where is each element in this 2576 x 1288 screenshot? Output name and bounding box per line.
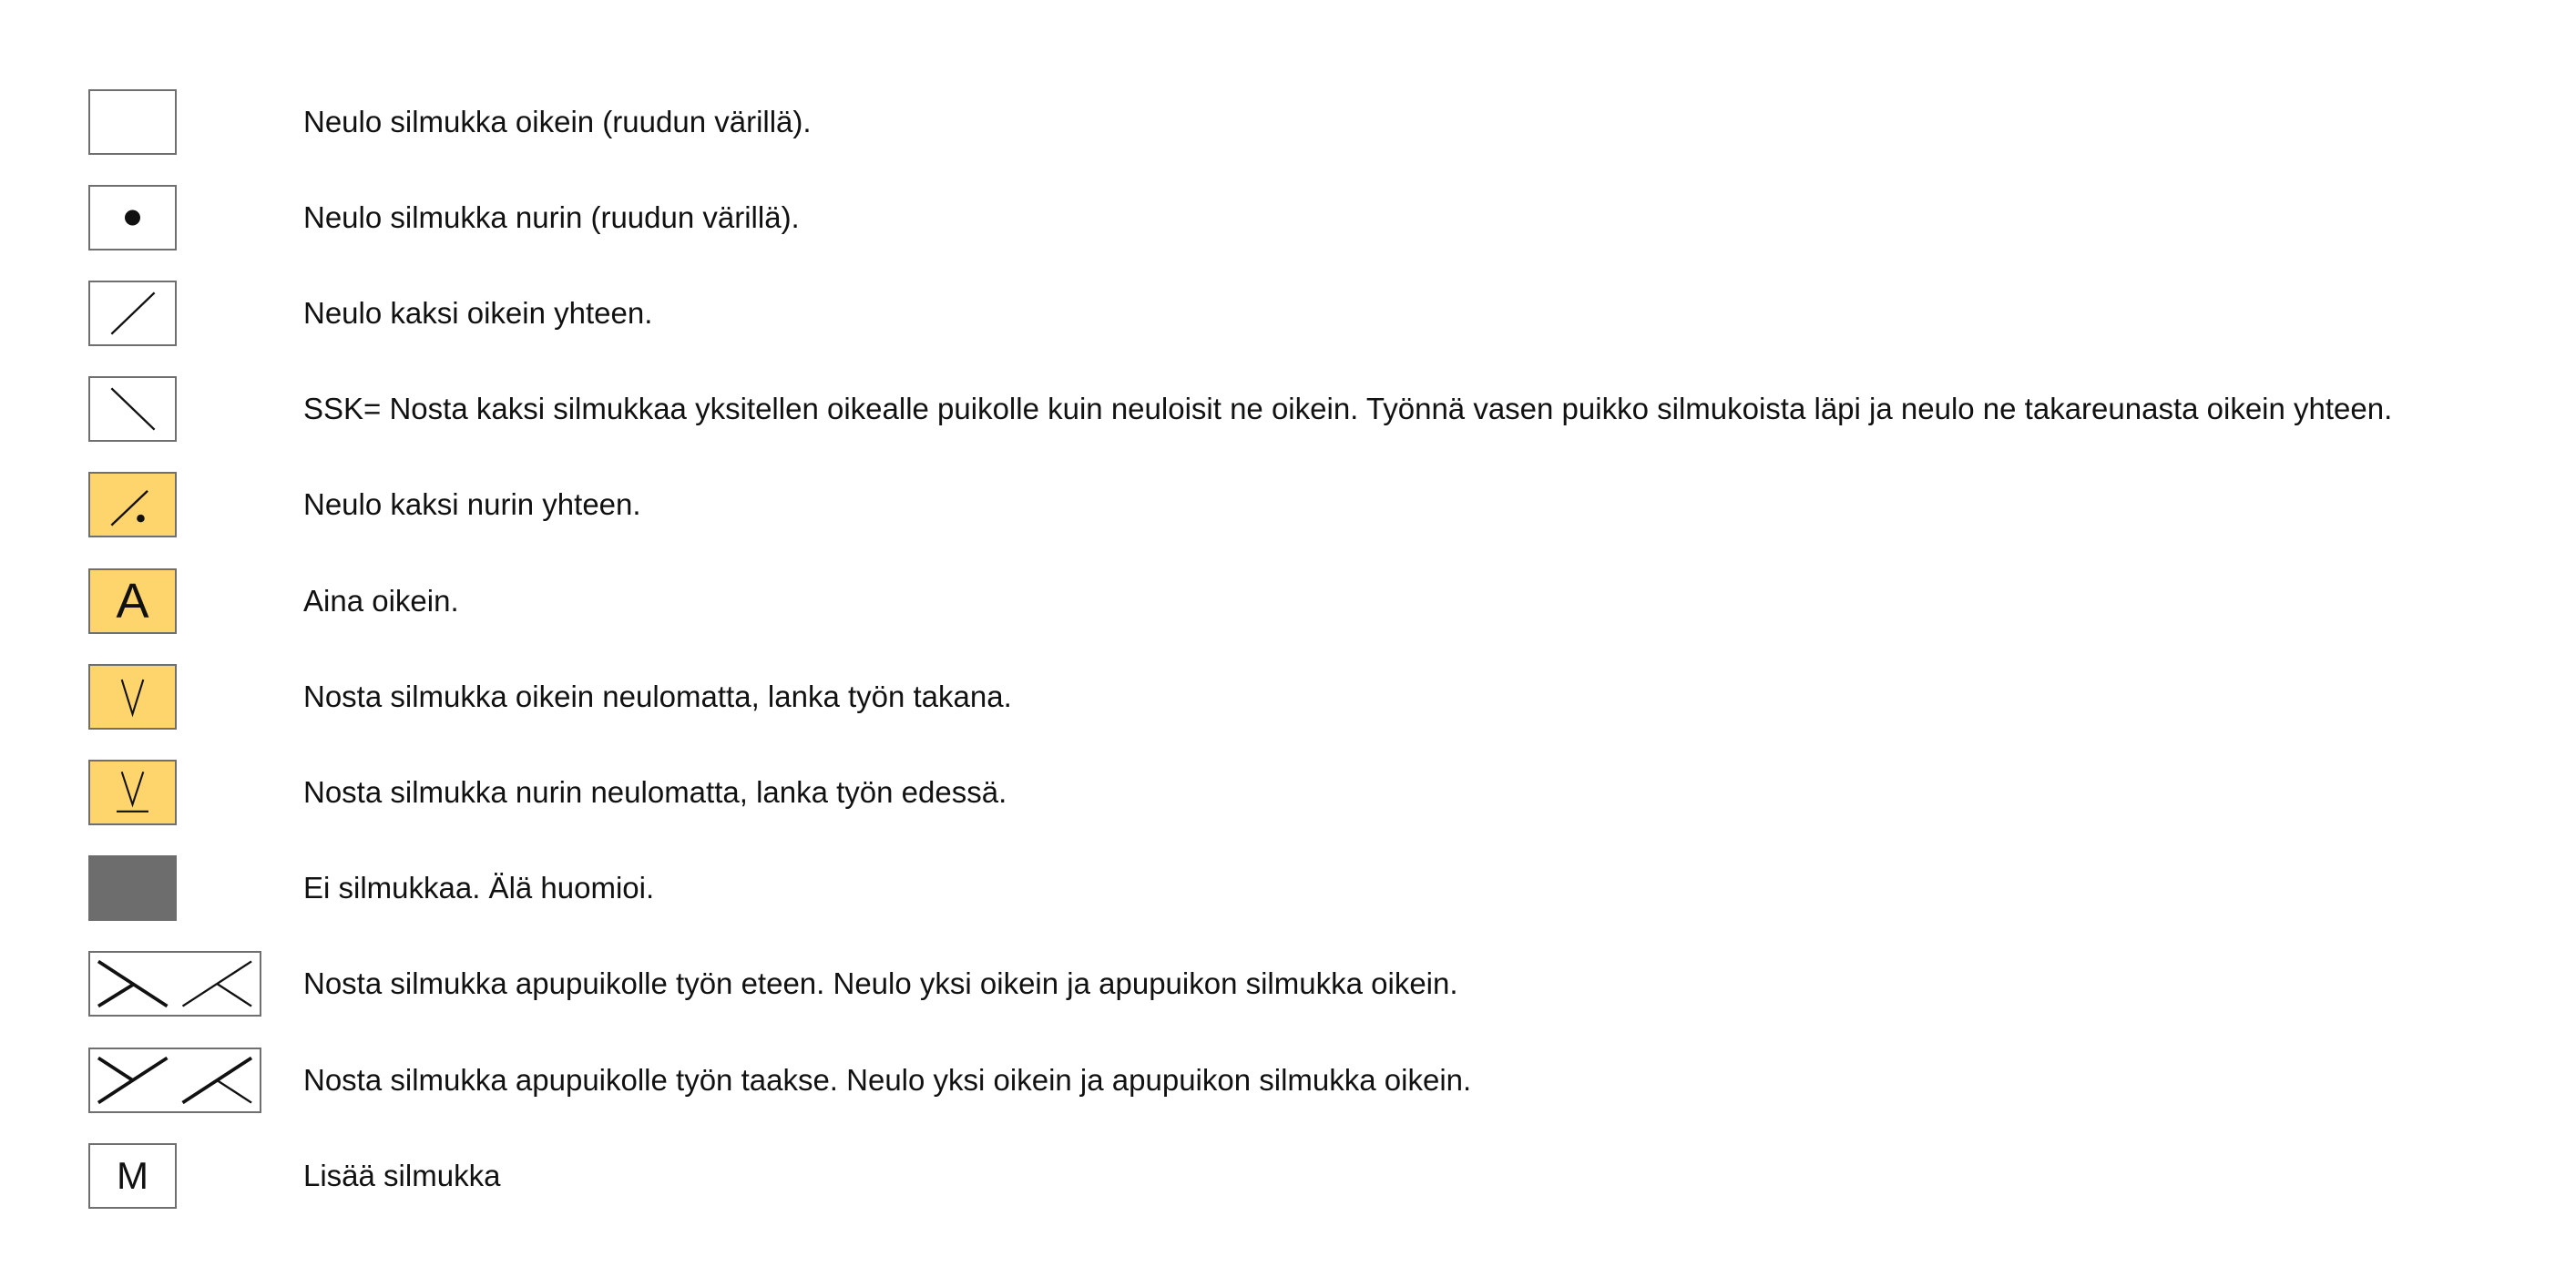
legend-text: Aina oikein.: [303, 584, 459, 618]
legend-text: Neulo kaksi oikein yhteen.: [303, 296, 653, 330]
legend-text: SSK= Nosta kaksi silmukkaa yksitellen oikealle puikolle kuin neuloisit ne oikein. Työnnä vasen puikko silmukoista läpi ja neulo ne takareunasta oikein yhteen.: [303, 392, 2393, 425]
legend-row-purl: [0, 185, 2576, 250]
legend-row-cable-front: [0, 951, 2576, 1017]
v-underline-icon: [88, 760, 177, 825]
slash-dot-icon: [88, 472, 177, 537]
slash-left-icon: [88, 376, 177, 442]
cable-front-icon: [88, 951, 261, 1017]
legend-row-no-stitch: [0, 855, 2576, 921]
v-icon: [88, 664, 177, 730]
legend-text: Nosta silmukka apupuikolle työn taakse. Neulo yksi oikein ja apupuikon silmukka oikein.: [303, 1063, 1472, 1097]
legend-text: Ei silmukkaa. Älä huomioi.: [303, 871, 655, 905]
cable-back-icon: [88, 1048, 261, 1113]
legend-text: Nosta silmukka oikein neulomatta, lanka työn takana.: [303, 680, 1012, 713]
slash-right-icon: [88, 281, 177, 346]
legend-text: Nosta silmukka apupuikolle työn eteen. Neulo yksi oikein ja apupuikon silmukka oikein.: [303, 966, 1458, 1000]
legend-text: Neulo silmukka nurin (ruudun värillä).: [303, 200, 800, 234]
legend-text: Lisää silmukka: [303, 1159, 501, 1192]
letter-m-icon: M: [88, 1143, 177, 1209]
legend-text: Neulo silmukka oikein (ruudun värillä).: [303, 105, 812, 138]
legend-row-slip-purlwise: [0, 760, 2576, 825]
gray-fill-icon: [88, 855, 177, 921]
legend-row-always-knit: [0, 568, 2576, 634]
legend-text: Nosta silmukka nurin neulomatta, lanka työn edessä.: [303, 775, 1007, 809]
legend-text: Neulo kaksi nurin yhteen.: [303, 487, 641, 521]
legend-row-cable-back: [0, 1048, 2576, 1113]
legend-row-k2tog: [0, 281, 2576, 346]
legend-row-slip-knitwise: [0, 664, 2576, 730]
letter-a-icon: A: [88, 568, 177, 634]
legend-row-knit: [0, 89, 2576, 155]
dot-icon: [88, 185, 177, 250]
legend-row-increase: [0, 1143, 2576, 1209]
legend-row-p2tog: [0, 472, 2576, 537]
legend-row-ssk: [0, 376, 2576, 442]
blank-icon: [88, 89, 177, 155]
